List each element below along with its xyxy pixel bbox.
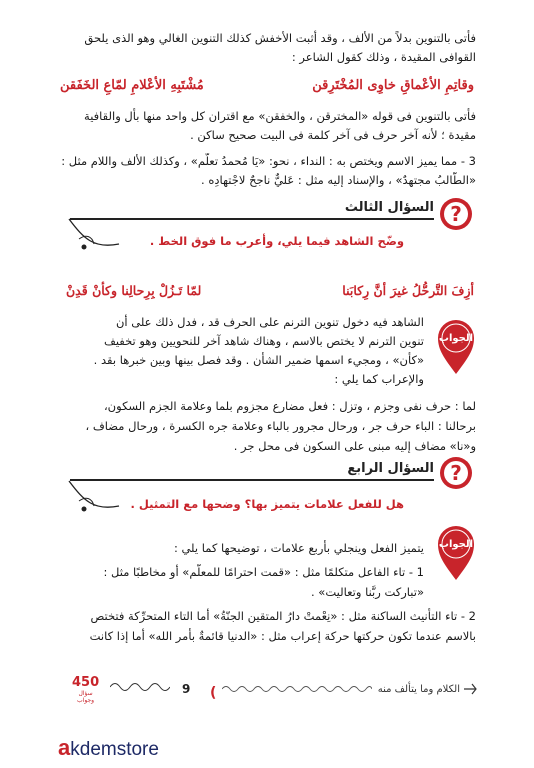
verse-left-hemistich: لمّا تَـزُلْ بِرِحالِنا وكأنْ قَدِنْ — [66, 283, 202, 298]
footer-wave-ornament — [110, 680, 170, 694]
chapter-title: الكلام وما يتألف منه — [377, 684, 460, 695]
stamp-line: وجواب — [77, 697, 95, 704]
body-line: فأتى بالتنوين بدلاً من الألف ، وقد أثبت الأخفش كذلك التنوين الغالي وهو الذى يلحق — [84, 31, 476, 45]
stamp-number: 450 — [72, 675, 100, 690]
brand-initial: a — [58, 735, 71, 760]
body-line: يتميز الفعل وينجلي بأربع علامات ، توضيحها كما يلي : — [173, 541, 424, 555]
body-line: القوافى المقيدة ، وذلك كقول الشاعر : — [291, 50, 476, 64]
answer-badge-icon — [436, 318, 476, 376]
body-line: لما : حرف نفى وجزم ، وتزل : فعل مضارع مجزوم بلما وعلامة الجزم السكون، — [103, 399, 476, 413]
answer-label: الجواب — [438, 539, 474, 550]
heading-rule — [70, 479, 434, 481]
body-line: 1 - تاء الفاعل متكلمًا مثل : «قمت احترامًا للمعلّم» أو مخاطبًا مثل : — [103, 565, 424, 579]
question-mark-icon — [438, 455, 474, 491]
body-line: «تباركت ربَّنا وتعاليت» . — [311, 585, 424, 599]
question-heading: السؤال الثالث — [344, 200, 434, 215]
body-line: و«نا» مضاف إليه مبنى على السكون فى محل جر . — [233, 439, 476, 453]
footer-wave-ornament — [222, 684, 372, 694]
body-line: الشاهد فيه دخول تنوين الترنم على الحرف قد ، فدل ذلك على أن — [115, 315, 424, 329]
book-stamp — [72, 675, 99, 704]
body-line: والإعراب كما يلي : — [334, 372, 424, 386]
brand-watermark — [58, 735, 159, 761]
ornament-flourish — [64, 214, 124, 254]
verse-left-hemistich: مُشْتَبِهِ الأعْلامِ لمّاعِ الخَفَقن — [60, 78, 204, 93]
heading-rule — [70, 218, 434, 220]
footer-bracket: ) — [210, 685, 217, 701]
verse-right-hemistich: وقاتِمِ الأعْماقِ خاوِى المُخْتَرِقن — [312, 78, 474, 93]
stamp-line: سؤال — [78, 690, 93, 697]
footer-flourish — [462, 681, 478, 697]
brand-name: kdemstore — [70, 739, 159, 760]
question-mark-icon — [438, 196, 474, 232]
body-line: 2 - تاء التأنيث الساكنة مثل : «نِعْمتْ دارُ المتقين الجنّةُ» أما التاء المتحرِّكة فتختص — [90, 609, 476, 623]
verse-right-hemistich: أزِفَ التَّرحُّلُ غيرَ أنَّ رِكابَنا — [342, 283, 474, 298]
question-mark-glyph: ? — [450, 202, 462, 226]
body-line: «كأن» ، ومجيء اسمها ضمير الشأن . وقد فصل بينها وبين خبرها بقد . — [93, 353, 424, 367]
body-line: تنوين الترنم لا يختص بالاسم ، وهناك شاهد آخر للنحويين وهو تخفيف — [103, 334, 424, 348]
body-line: برحالنا : الباء حرف جر ، ورحال مجرور بالباء وعلامة جره الكسرة ، ورحال مضاف ، — [85, 419, 476, 433]
body-line: فأتى بالتنوين فى قوله «المخترقن ، والخفقن» مع اقتران كل واحد منها بأل والقافية — [84, 109, 476, 123]
body-line: بالاسم عندما تكون حركتها حركة إعراب مثل : «الدنيا قائمةٌ بأمر الله» أما إذا كانت — [89, 629, 476, 643]
body-line: «الطّالبُ مجتهدٌ» ، والإسناد إليه مثل : عَليٌّ ناجحٌ لاجْتهادِه . — [201, 173, 476, 187]
ornament-flourish — [64, 476, 124, 516]
question-mark-glyph: ? — [450, 461, 462, 485]
question-text: هل للفعل علامات يتميز بها؟ وضحها مع التمثيل . — [130, 497, 404, 511]
body-line: 3 - مما يميز الاسم ويختص به : النداء ، نحو: «يَا مُحمدُ تعلّم» ، وكذلك الألف واللام مثل : — [61, 154, 476, 168]
question-text: وضّح الشاهد فيما يلي، وأعرب ما فوق الخط . — [149, 234, 404, 248]
page-number: 9 — [182, 682, 191, 696]
answer-label: الجواب — [438, 333, 474, 344]
body-line: مقيدة ؛ لأنه آخر حرف فى آخر كلمة فى البيت صحيح ساكن . — [190, 128, 476, 142]
question-heading: السؤال الرابع — [347, 461, 434, 476]
answer-badge-icon — [436, 524, 476, 582]
